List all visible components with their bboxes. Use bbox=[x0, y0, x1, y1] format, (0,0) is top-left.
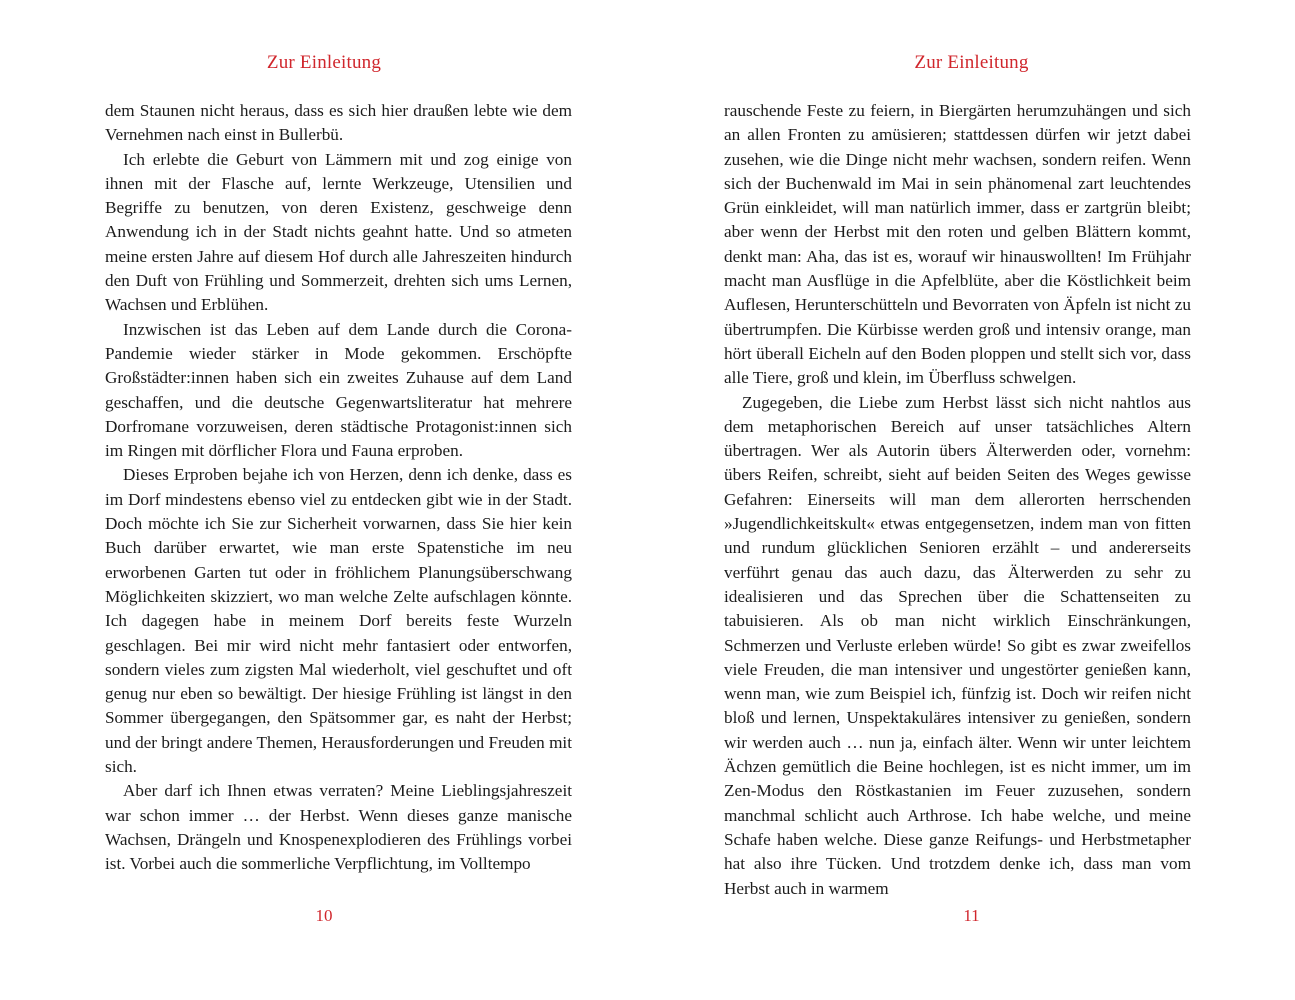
body-text-left bbox=[105, 99, 572, 877]
paragraph: Aber darf ich Ihnen etwas verraten? Meine Lieblingsjahreszeit war schon immer … der Herbst. Wenn dieses ganze manische Wachsen, Drängeln und Knospenexplodieren des Frühlings vorbei ist. Vorbei auch die sommerliche Verpflichtung, im Volltempo bbox=[105, 781, 572, 874]
paragraph: dem Staunen nicht heraus, dass es sich hier draußen lebte wie dem Vernehmen nach einst in Bullerbü. bbox=[105, 101, 572, 145]
page-number-right: 11 bbox=[963, 906, 980, 925]
running-head-left: Zur Einleitung bbox=[266, 52, 382, 73]
paragraph: rauschende Feste zu feiern, in Biergärten herumzuhängen und sich an allen Fronten zu amüsieren; stattdessen dürfen wir jetzt dabei zusehen, wie die Dinge nicht mehr wachsen, sondern reifen. Wenn sich der Buchenwald im Mai in sein phänomenal zart leuchtendes Grün einkleidet, will man natürlich immer, dass er zartgrün bleibt; aber wenn der Herbst mit den roten und gelben Blättern kommt, denkt man: Aha, das ist es, worauf wir hinauswollten! Im Frühjahr macht man Ausflüge in die Apfelblüte, aber die Köstlichkeit beim Auflesen, Herunterschütteln und Bevorraten von Äpfeln ist nicht zu übertrumpfen. Die Kürbisse werden groß und intensiv orange, man hört überall Eicheln auf den Boden ploppen und stellt sich vor, dass alle Tiere, groß und klein, im Überfluss schwelgen. bbox=[724, 101, 1191, 388]
right-page bbox=[648, 0, 1295, 1000]
paragraph: Zugegeben, die Liebe zum Herbst lässt sich nicht nahtlos aus dem metaphorischen Bereich auf unser tatsächliches Altern übertragen. Wer als Autorin übers Älterwerden oder, vornehm: übers Reifen, schreibt, sieht auf beiden Seiten des Weges gewisse Gefahren: Einerseits will man dem allerorten herrschenden »Jugendlichkeitskult« etwas entgegensetzen, indem man von fitten und rundum glücklichen Senioren erzählt – und andererseits verführt genau das auch dazu, das Älterwerden zu sehr zu idealisieren und das Sprechen über die Schattenseiten zu tabuisieren. Als ob man nicht wirklich Einschränkungen, Schmerzen und Verluste erleben würde! So gibt es zwar zweifellos viele Freuden, die man intensiver und ungestörter genießen kann, wenn man, wie zum Beispiel ich, fünfzig ist. Doch wir reifen nicht bloß und lernen, Unspektakuläres intensiver zu genießen, sondern wir werden auch … nun ja, einfach älter. Wenn wir unter leichtem Ächzen gemütlich die Beine hochlegen, ist es nicht immer, um im Zen-Modus den Röstkastanien im Feuer zuzusehen, sondern manchmal schlicht auch Arthrose. Ich habe welche, und meine Schafe haben welche. Diese ganze Reifungs- und Herbstmetapher hat also ihre Tücken. Und trotzdem denke ich, dass man vom Herbst auch in warmem bbox=[724, 392, 1191, 898]
paragraph: Ich erlebte die Geburt von Lämmern mit und zog einige von ihnen mit der Flasche auf, lernte Werkzeuge, Utensilien und Begriffe zu benutzen, von deren Existenz, geschweige denn Anwendung ich in der Stadt nichts geahnt hatte. Und so atmeten meine ersten Jahre auf diesem Hof durch alle Jahreszeiten hindurch den Duft von Frühling und Sommerzeit, drehten sich ums Lernen, Wachsen und Erblühen. bbox=[105, 149, 572, 315]
paragraph: Inzwischen ist das Leben auf dem Lande durch die Corona-Pandemie wieder stärker in Mode gekommen. Erschöpfte Großstädter:innen haben sich ein zweites Zuhause auf dem Land geschaffen, und die deutsche Gegenwartsliteratur hat mehrere Dorfromane vorzuweisen, deren städtische Protagonist:innen sich im Ringen mit dörflicher Flora und Fauna erproben. bbox=[105, 319, 572, 461]
page-number-left: 10 bbox=[315, 906, 333, 925]
body-text-right bbox=[724, 99, 1191, 901]
running-head-right: Zur Einleitung bbox=[914, 52, 1029, 73]
paragraph: Dieses Erproben bejahe ich von Herzen, denn ich denke, dass es im Dorf mindestens ebenso viel zu entdecken gibt wie in der Stadt. Doch möchte ich Sie zur Sicherheit vorwarnen, dass Sie hier kein Buch darüber erwartet, wie man erste Spatenstiche im neu erworbenen Garten tut oder in fröhlichem Planungsüberschwang Möglichkeiten skizziert, wo man welche Zelte aufschlagen könnte. Ich dagegen habe in meinem Dorf bereits feste Wurzeln geschlagen. Bei mir wird nicht mehr fantasiert oder entworfen, sondern vieles zum zigsten Mal wiederholt, viel geschuftet und oft genug nur eben so bewältigt. Der hiesige Frühling ist längst in den Sommer übergegangen, den Spätsommer gar, es naht der Herbst; und der bringt andere Themen, Herausforderungen und Freuden mit sich. bbox=[105, 465, 572, 777]
